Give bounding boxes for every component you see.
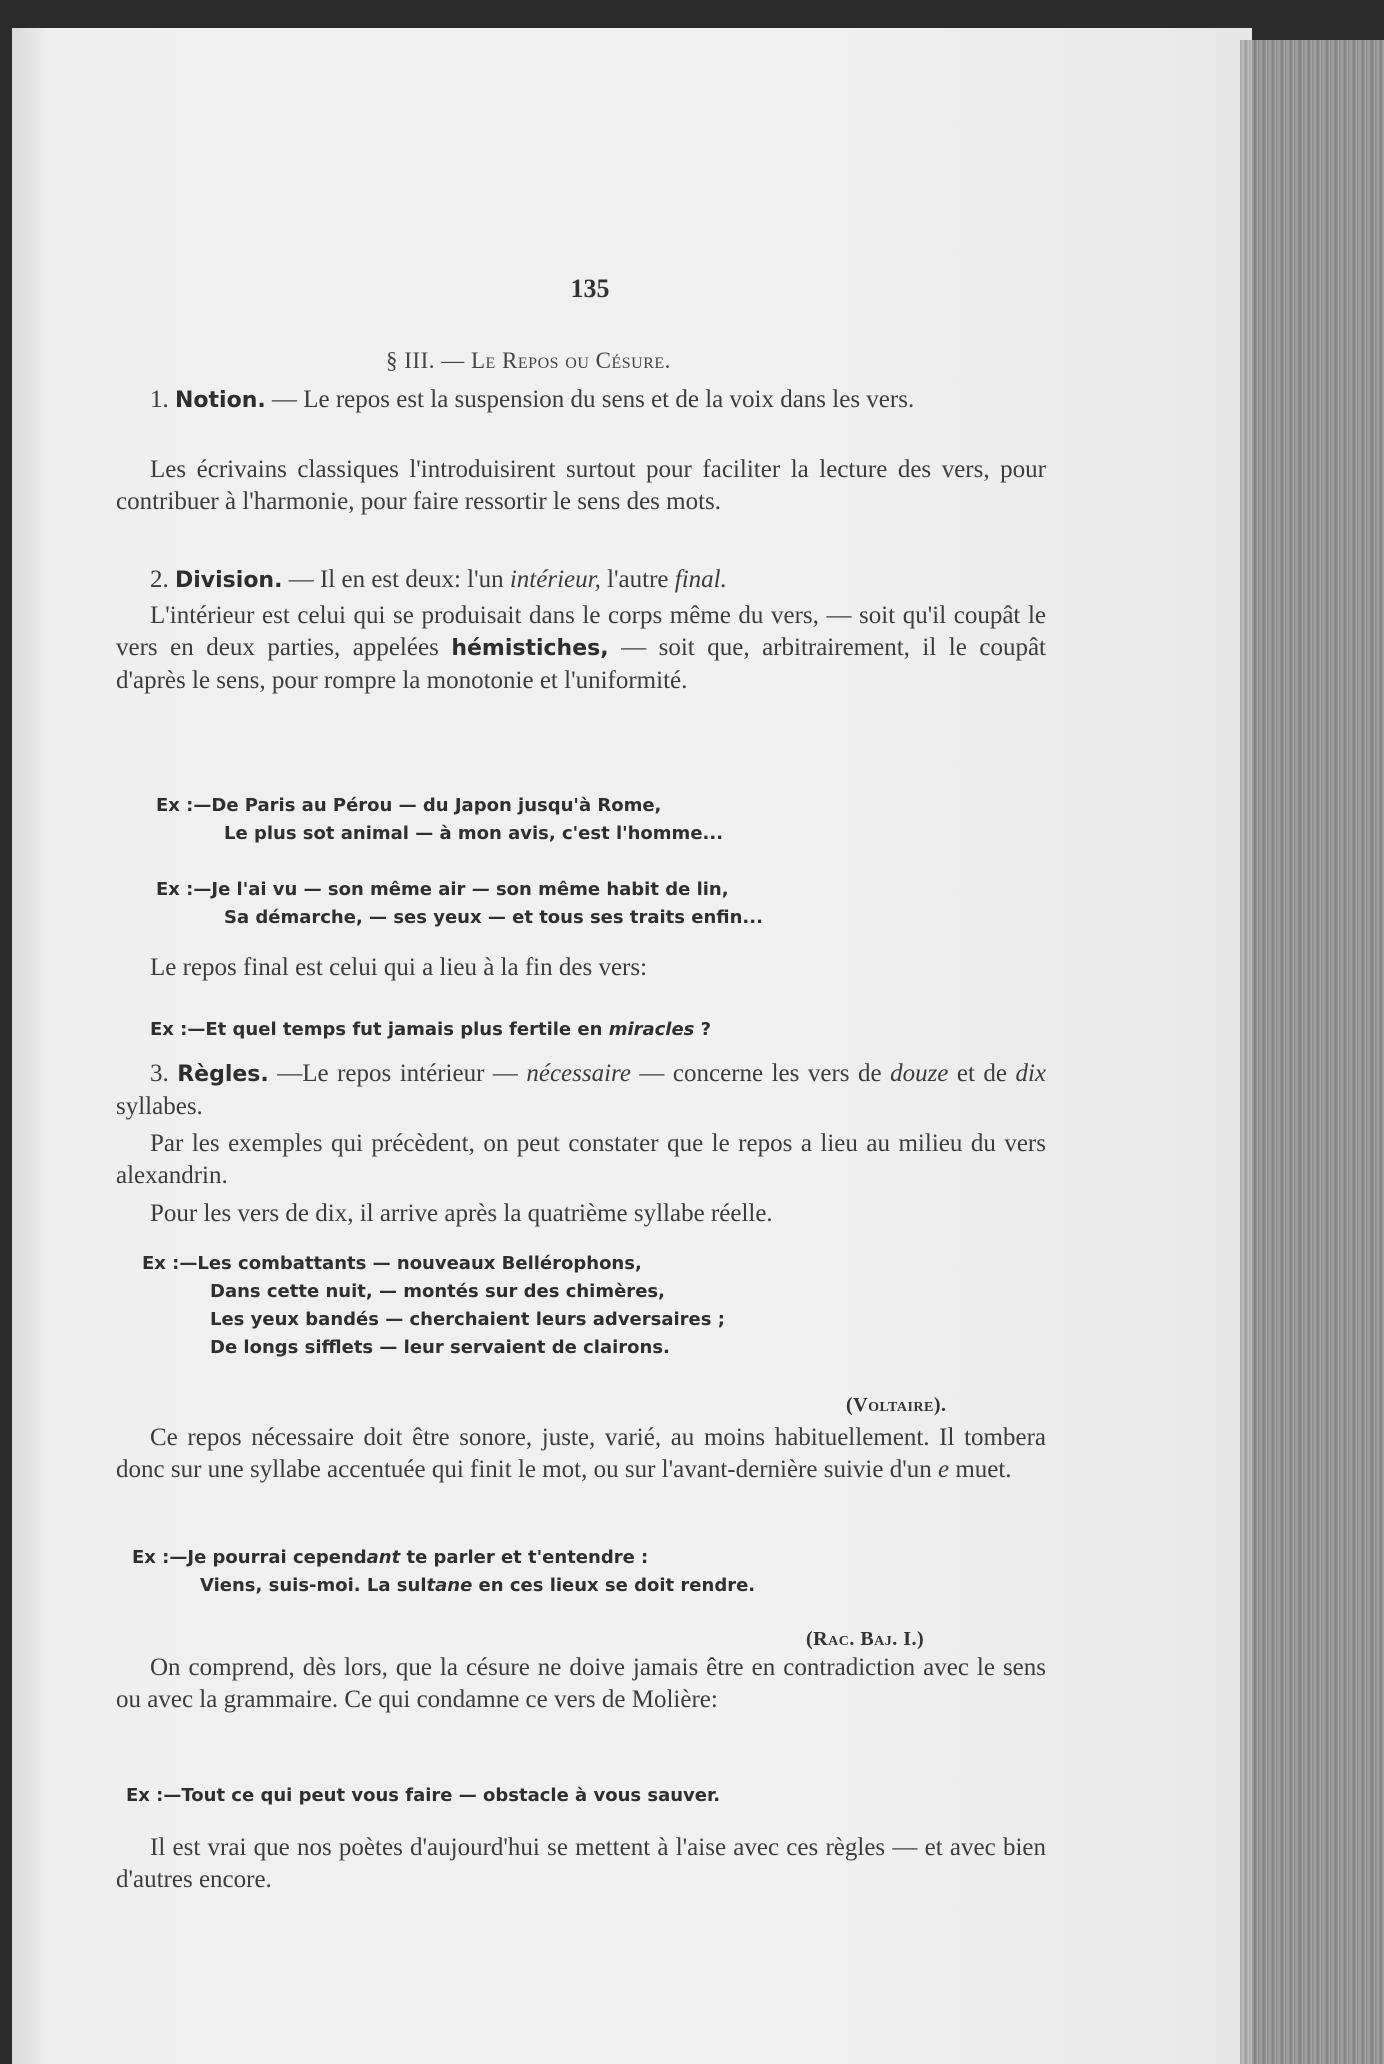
interieur-text-a: L'intérieur est celui qui se produisait dans le corps même du vers, — soit qu'il coupât le vers en deux parties, appelées	[116, 602, 1046, 661]
book-page	[12, 28, 1252, 2064]
regles-paragraph-3: Pour les vers de dix, il arrive après la quatrième syllabe réelle.	[150, 1200, 773, 1227]
dix-term: dix	[1015, 1060, 1047, 1087]
interieur-paragraph	[116, 600, 1046, 697]
example-3	[150, 1016, 711, 1044]
division-text-b: l'autre	[600, 566, 675, 593]
example-1	[156, 792, 723, 848]
necessaire-term: nécessaire	[526, 1060, 631, 1087]
example-5-line-2-b: en ces lieux se doit rendre.	[472, 1575, 756, 1596]
example-5	[132, 1544, 755, 1600]
regles-paragraph	[116, 1058, 1046, 1123]
example-5-line-1-a: Ex :—Je pourrai cepend	[132, 1547, 367, 1568]
example-4-line-4: De longs sifflets — leur servaient de clairons.	[210, 1337, 670, 1358]
section-heading: § III. — Le Repos ou Césure.	[386, 348, 671, 373]
interieur-term: intérieur,	[509, 566, 601, 593]
regles-text-c: et de	[948, 1060, 1016, 1087]
example-3-italic: miracles	[608, 1019, 695, 1040]
notion-detail-paragraph: Les écrivains classiques l'introduisirent surtout pour faciliter la lecture des vers, pour contribuer à l'harmonie, pour faire ressortir le sens des mots.	[116, 456, 1046, 515]
regles-text-a: —Le repos intérieur —	[268, 1060, 527, 1087]
division-text-a: — Il en est deux: l'un	[282, 566, 510, 593]
division-paragraph	[116, 564, 1046, 597]
example-5-line-2-italic: tane	[426, 1575, 473, 1596]
regles-label: Règles.	[177, 1062, 269, 1087]
example-3-text-b: ?	[694, 1019, 712, 1040]
regles-text-b: — concerne les vers de	[630, 1060, 891, 1087]
division-label: Division.	[175, 568, 283, 593]
final-paragraph: Le repos final est celui qui a lieu à la fin des vers:	[150, 954, 648, 981]
example-4-line-1: Ex :—Les combattants — nouveaux Bellérophons,	[142, 1253, 642, 1274]
notion-text: — Le repos est la suspension du sens et de la voix dans les vers.	[265, 386, 915, 413]
example-5-line-1	[132, 1547, 648, 1568]
example-5-line-2	[132, 1572, 755, 1600]
sonore-paragraph	[116, 1422, 1046, 1486]
sonore-text-b: muet.	[949, 1456, 1012, 1483]
section-number: 2.	[150, 566, 169, 593]
example-2-line-1: Ex :—Je l'ai vu — son même air — son même habit de lin,	[156, 879, 729, 900]
example-1-line-2: Le plus sot animal — à mon avis, c'est l'homme...	[224, 823, 724, 844]
cesure-paragraph: On comprend, dès lors, que la césure ne doive jamais être en contradiction avec le sens ou avec la grammaire. Ce qui condamne ce vers de Molière:	[116, 1654, 1046, 1713]
example-2-line-2: Sa démarche, — ses yeux — et tous ses traits enfin...	[224, 907, 763, 928]
example-5-line-2-a: Viens, suis-moi. La sul	[200, 1575, 427, 1596]
attribution-voltaire: (Voltaire).	[846, 1394, 947, 1416]
example-6: Ex :—Tout ce qui peut vous faire — obstacle à vous sauver.	[126, 1785, 721, 1806]
interieur-text-b: — soit que, arbitrairement, il le coupât d'après le sens, pour rompre la monotonie et l'uniformité.	[116, 634, 1046, 694]
example-5-line-1-b: te parler et t'entendre :	[400, 1547, 649, 1568]
example-5-line-1-italic: ant	[366, 1547, 401, 1568]
section-number: 3.	[150, 1060, 169, 1087]
closing-paragraph: Il est vrai que nos poètes d'aujourd'hui se mettent à l'aise avec ces règles — et avec bien d'autres encore.	[116, 1834, 1046, 1893]
example-4-line-2: Dans cette nuit, — montés sur des chimères,	[210, 1281, 665, 1302]
final-term: final.	[674, 566, 727, 593]
example-3-text-a: Ex :—Et quel temps fut jamais plus fertile en	[150, 1019, 609, 1040]
example-1-line-1: Ex :—De Paris au Pérou — du Japon jusqu'à Rome,	[156, 795, 662, 816]
regles-paragraph-2: Par les exemples qui précèdent, on peut constater que le repos a lieu au milieu du vers alexandrin.	[116, 1130, 1046, 1189]
example-2	[156, 876, 763, 932]
section-number: 1.	[150, 386, 169, 413]
douze-term: douze	[890, 1060, 949, 1087]
example-4-line-3: Les yeux bandés — cherchaient leurs adversaires ;	[210, 1309, 725, 1330]
example-4	[142, 1250, 725, 1362]
attribution-racine: (Rac. Baj. I.)	[806, 1628, 925, 1650]
notion-label: Notion.	[175, 388, 266, 413]
hemistiches-term: hémistiches,	[451, 636, 609, 661]
e-muet-letter: e	[937, 1456, 950, 1483]
page-edge	[1240, 40, 1384, 2064]
regles-text-d: syllabes.	[116, 1093, 203, 1120]
sonore-text-a: Ce repos nécessaire doit être sonore, juste, varié, au moins habituellement. Il tombera donc sur une syllabe accentuée qui finit le mot, ou sur l'avant-dernière suivie d'un	[116, 1424, 1046, 1483]
notion-paragraph	[116, 384, 1046, 417]
page-number: 135	[570, 274, 610, 303]
